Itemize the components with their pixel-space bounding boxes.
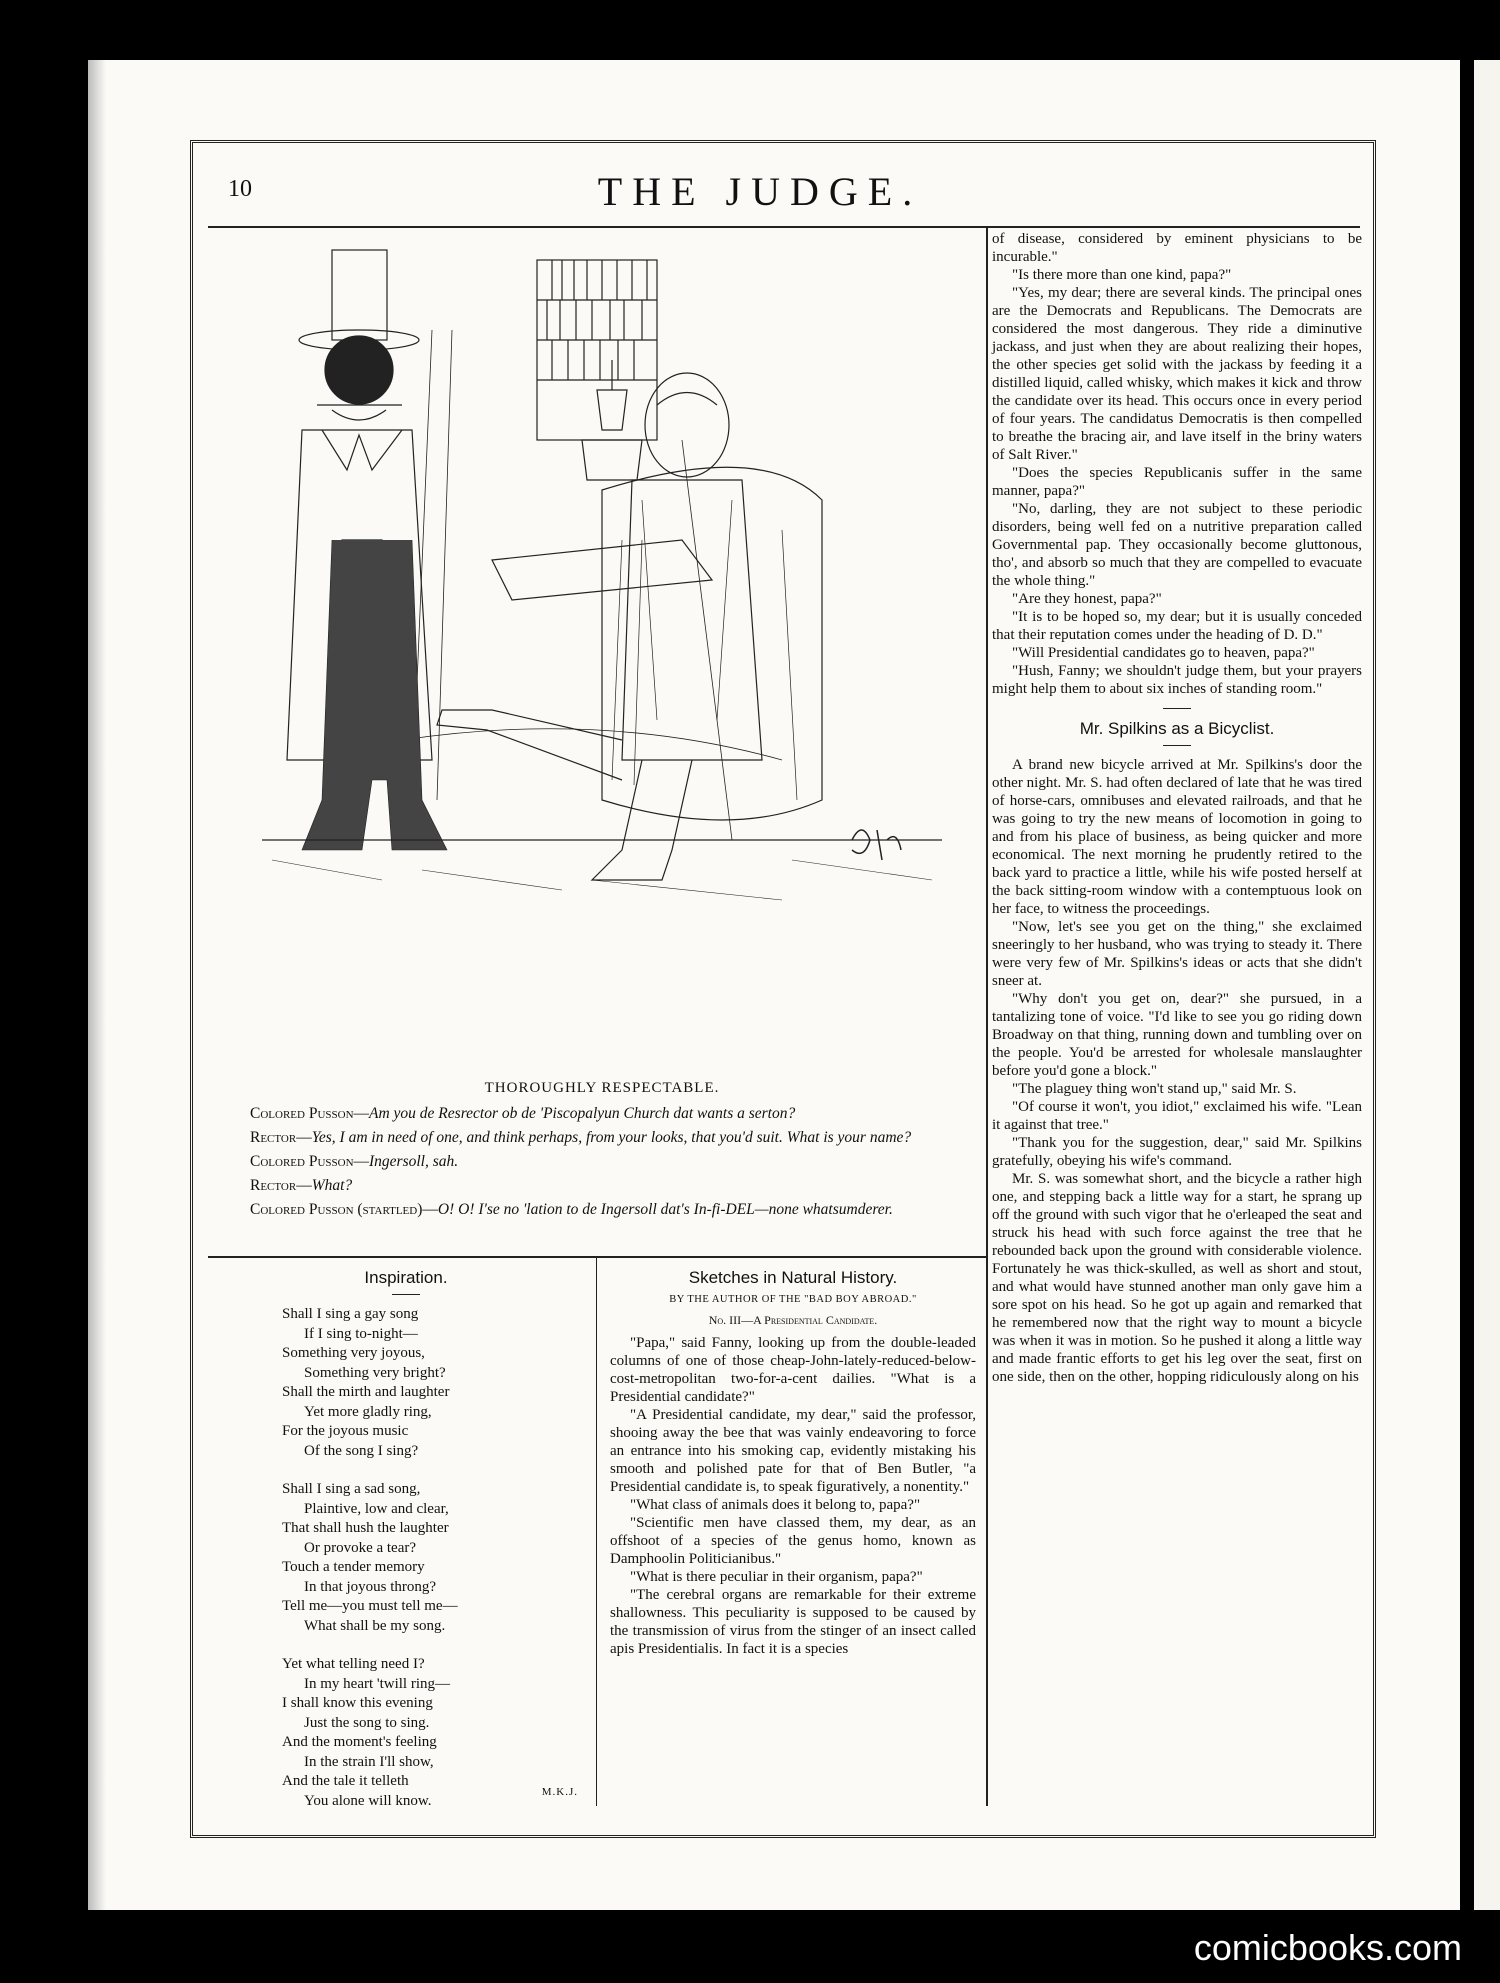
- speaker: Rector—: [250, 1177, 312, 1194]
- speaker: Colored Pusson—: [250, 1105, 370, 1122]
- poem-line: You alone will know.: [304, 1792, 432, 1809]
- paragraph: A brand new bicycle arrived at Mr. Spilkins's door the other night. Mr. S. had often declared of late that he was tired of horse-cars, omnibuses and elevated railroads, and that he was going to try the new means of locomotion in going to and from his place of business, as being quicker and more economical. The next morning he prudently retired to the back yard to practice a little, while his wife posted herself at the back sitting-room window with a contemptuous look on her face, to witness the proceedings.: [992, 757, 1362, 917]
- header-rule: [208, 226, 1360, 228]
- paragraph: "Yes, my dear; there are several kinds. The principal ones are the Democrats and Republicans. The Democrats are considered the most dangerous. They ride a diminutive jackass, and just when they are about realizing their hopes, the other species get solid with the jackass by feeding it a distilled liquid, called whisky, which makes it kick and throw the candidate over its head. This occurs once in every period of four years. The candidatus Democratis is then compelled to breathe the bracing air, and lave itself in the briny waters of Salt River.": [992, 285, 1362, 463]
- speech: O! O! I'se no 'lation to de Ingersoll dat's In-fi-DEL—none whatsumderer.: [437, 1201, 893, 1218]
- poem-line: What shall be my song.: [304, 1617, 446, 1634]
- poem-line: Shall I sing a gay song: [282, 1306, 419, 1322]
- paragraph: "Of course it won't, you idiot," exclaimed his wife. "Lean it against that tree.": [992, 1099, 1362, 1133]
- sketches-byline: BY THE AUTHOR OF THE "BAD BOY ABROAD.": [669, 1294, 917, 1305]
- poem-line: And the tale it telleth: [282, 1773, 409, 1789]
- poem-line: In my heart 'twill ring—: [304, 1675, 451, 1692]
- paragraph: Mr. S. was somewhat short, and the bicycle a rather high one, and stepping back a little way for a start, he sprang up off the ground with such vigor that he o'erleaped the seat and struck his head with such force against the tree that he rebounded back upon the ground with considerable violence. Fortunately he was thick-skulled, as well as short and stout, and what would have stunned another man only gave him a sore spot on his head. So he got up again and remarked that he remembered now that the right way to mount a bicycle was when it was in motion. So he pushed it along a little way and made frantic efforts to get his leg over the seat, first on one side, then on the other, hopping ridiculously along on his: [992, 1171, 1362, 1385]
- poem-line: Plaintive, low and clear,: [304, 1500, 449, 1517]
- speech: Ingersoll, sah.: [369, 1153, 459, 1170]
- paragraph: "Why don't you get on, dear?" she pursued, in a tantalizing tone of voice. "I'd like to see you go riding down Broadway on that thing, running down and tumbling over on the people. You'd be arrested for wholesale manslaughter before you'd gone a block.": [992, 991, 1362, 1079]
- poem-line: Yet what telling need I?: [282, 1656, 425, 1672]
- paragraph: "Does the species Republicanis suffer in the same manner, papa?": [992, 465, 1362, 499]
- cartoon-title: THOROUGHLY RESPECTABLE.: [484, 1080, 720, 1096]
- dialogue-line: [228, 1152, 976, 1172]
- poem-line: For the joyous music: [282, 1423, 409, 1439]
- poem-line: Shall the mirth and laughter: [282, 1384, 450, 1400]
- paragraph: "Is there more than one kind, papa?": [1012, 267, 1232, 283]
- masthead-title: THE JUDGE.: [597, 169, 923, 214]
- paragraph: "Thank you for the suggestion, dear," said Mr. Spilkins gratefully, obeying his wife's command.: [992, 1135, 1362, 1169]
- poem-line: In the strain I'll show,: [304, 1753, 434, 1770]
- column-divider-right: [986, 226, 988, 1806]
- paragraph: "No, darling, they are not subject to these periodic disorders, being well fed on a nutritive preparation called Governmental pap. They occasionally become gluttonous, tho', and absorb so much that they are compelled to evacuate the whole thing.": [992, 501, 1362, 589]
- paragraph: "The plaguey thing won't stand up," said Mr. S.: [1012, 1081, 1297, 1097]
- poem-line: I shall know this evening: [282, 1695, 433, 1711]
- cartoon-drawing: [262, 240, 942, 1080]
- sketches-column: [610, 1268, 976, 1658]
- dialogue-line: [228, 1176, 976, 1196]
- poem-line: Something very joyous,: [282, 1345, 425, 1361]
- speech: Am you de Resrector ob de 'Piscopalyun Church dat wants a serton?: [369, 1105, 796, 1122]
- poem-line: That shall hush the laughter: [282, 1520, 449, 1536]
- paragraph: "Are they honest, papa?": [1012, 591, 1162, 607]
- title-dash: [1163, 745, 1191, 746]
- facing-page-edge: [1474, 60, 1500, 1910]
- speech: What?: [311, 1177, 353, 1194]
- paragraph: "Hush, Fanny; we shouldn't judge them, but your prayers might help them to about six inches of standing room.": [992, 663, 1362, 697]
- poem-line: Or provoke a tear?: [304, 1539, 417, 1556]
- paragraph: "Scientific men have classed them, my dear, as an offshoot of a species of the genus homo, known as Damphoolin Politicianibus.": [610, 1515, 976, 1567]
- sketches-body: [610, 1334, 976, 1658]
- paragraph: "Now, let's see you get on the thing," she exclaimed sneeringly to her husband, who was trying to steady it. There were very few of Mr. Spilkins's ideas or acts that she didn't sneer at.: [992, 919, 1362, 989]
- poem-line: Of the song I sing?: [304, 1442, 419, 1459]
- paragraph: "What is there peculiar in their organism, papa?": [630, 1569, 923, 1585]
- poem-signature: M.K.J.: [541, 1786, 578, 1798]
- section-dash: [1163, 708, 1191, 709]
- site-watermark: comicbooks.com: [1193, 1927, 1462, 1968]
- poem-line: Shall I sing a sad song,: [282, 1481, 421, 1497]
- poem-line: If I sing to-night—: [304, 1325, 418, 1342]
- column-divider-middle: [596, 1256, 597, 1806]
- bicyclist-body: [992, 756, 1362, 1386]
- dialogue-line: [228, 1128, 976, 1148]
- cartoon-illustration: [262, 240, 942, 1080]
- poem-line: In that joyous throng?: [304, 1578, 437, 1595]
- speaker: Rector—: [250, 1129, 312, 1146]
- paragraph: "Papa," said Fanny, looking up from the double-leaded columns of one of those cheap-John-lately-reduced-below-cost-metropolitan two-for-a-cent dailies. "What is a Presidential candidate?": [610, 1335, 976, 1405]
- speech: Yes, I am in need of one, and think perhaps, from your looks, that you'd suit. What is your name?: [311, 1129, 912, 1146]
- cartoon-bottom-rule: [208, 1256, 986, 1258]
- paragraph: "What class of animals does it belong to, papa?": [630, 1497, 921, 1513]
- poem-stanza: [282, 1305, 584, 1461]
- poem-line: Just the song to sing.: [304, 1714, 430, 1731]
- paragraph: "A Presidential candidate, my dear," said the professor, shooing away the bee that was vainly endeavoring to force an entrance into his smoking cap, evidently mistaking his smooth and polished pate for that of Ben Butler, "a Presidential candidate is, to speak figuratively, a nonentity.": [610, 1407, 976, 1495]
- title-dash: [392, 1294, 420, 1295]
- poem-column: [228, 1268, 584, 1809]
- poem-body: [228, 1305, 584, 1811]
- cartoon-dialogue: [228, 1104, 976, 1224]
- page-gutter-shadow: [88, 60, 106, 1910]
- paragraph: "The cerebral organs are remarkable for their extreme shallowness. This peculiarity is supposed to be caused by the transmission of virus from the stinger of an insect called apis Presidentialis. In fact it is a species: [610, 1587, 976, 1657]
- right-column: [992, 230, 1362, 1386]
- poem-line: Yet more gladly ring,: [304, 1403, 432, 1420]
- poem-stanza: [282, 1480, 584, 1636]
- poem-title: Inspiration.: [364, 1268, 448, 1287]
- poem-line: Tell me—you must tell me—: [282, 1598, 458, 1614]
- poem-line: Touch a tender memory: [282, 1559, 425, 1575]
- sketches-continued: [992, 230, 1362, 698]
- paragraph: "It is to be hoped so, my dear; but it is usually conceded that their reputation comes under the heading of D. D.": [992, 609, 1362, 643]
- speaker: Colored Pusson—: [250, 1153, 370, 1170]
- paragraph: "Will Presidential candidates go to heaven, papa?": [1012, 645, 1315, 661]
- poem-stanza: [282, 1655, 584, 1811]
- dialogue-line: [228, 1200, 976, 1220]
- bicyclist-title: Mr. Spilkins as a Bicyclist.: [1079, 719, 1275, 738]
- paragraph: of disease, considered by eminent physicians to be incurable.": [992, 231, 1362, 265]
- dialogue-line: [228, 1104, 976, 1124]
- sketches-subhead: No. III—A Presidential Candidate.: [708, 1313, 878, 1327]
- poem-line: And the moment's feeling: [282, 1734, 437, 1750]
- speaker: Colored Pusson (startled)—: [250, 1201, 438, 1218]
- page-number: 10: [228, 176, 252, 202]
- sketches-title: Sketches in Natural History.: [688, 1268, 898, 1287]
- poem-line: Something very bright?: [304, 1364, 446, 1381]
